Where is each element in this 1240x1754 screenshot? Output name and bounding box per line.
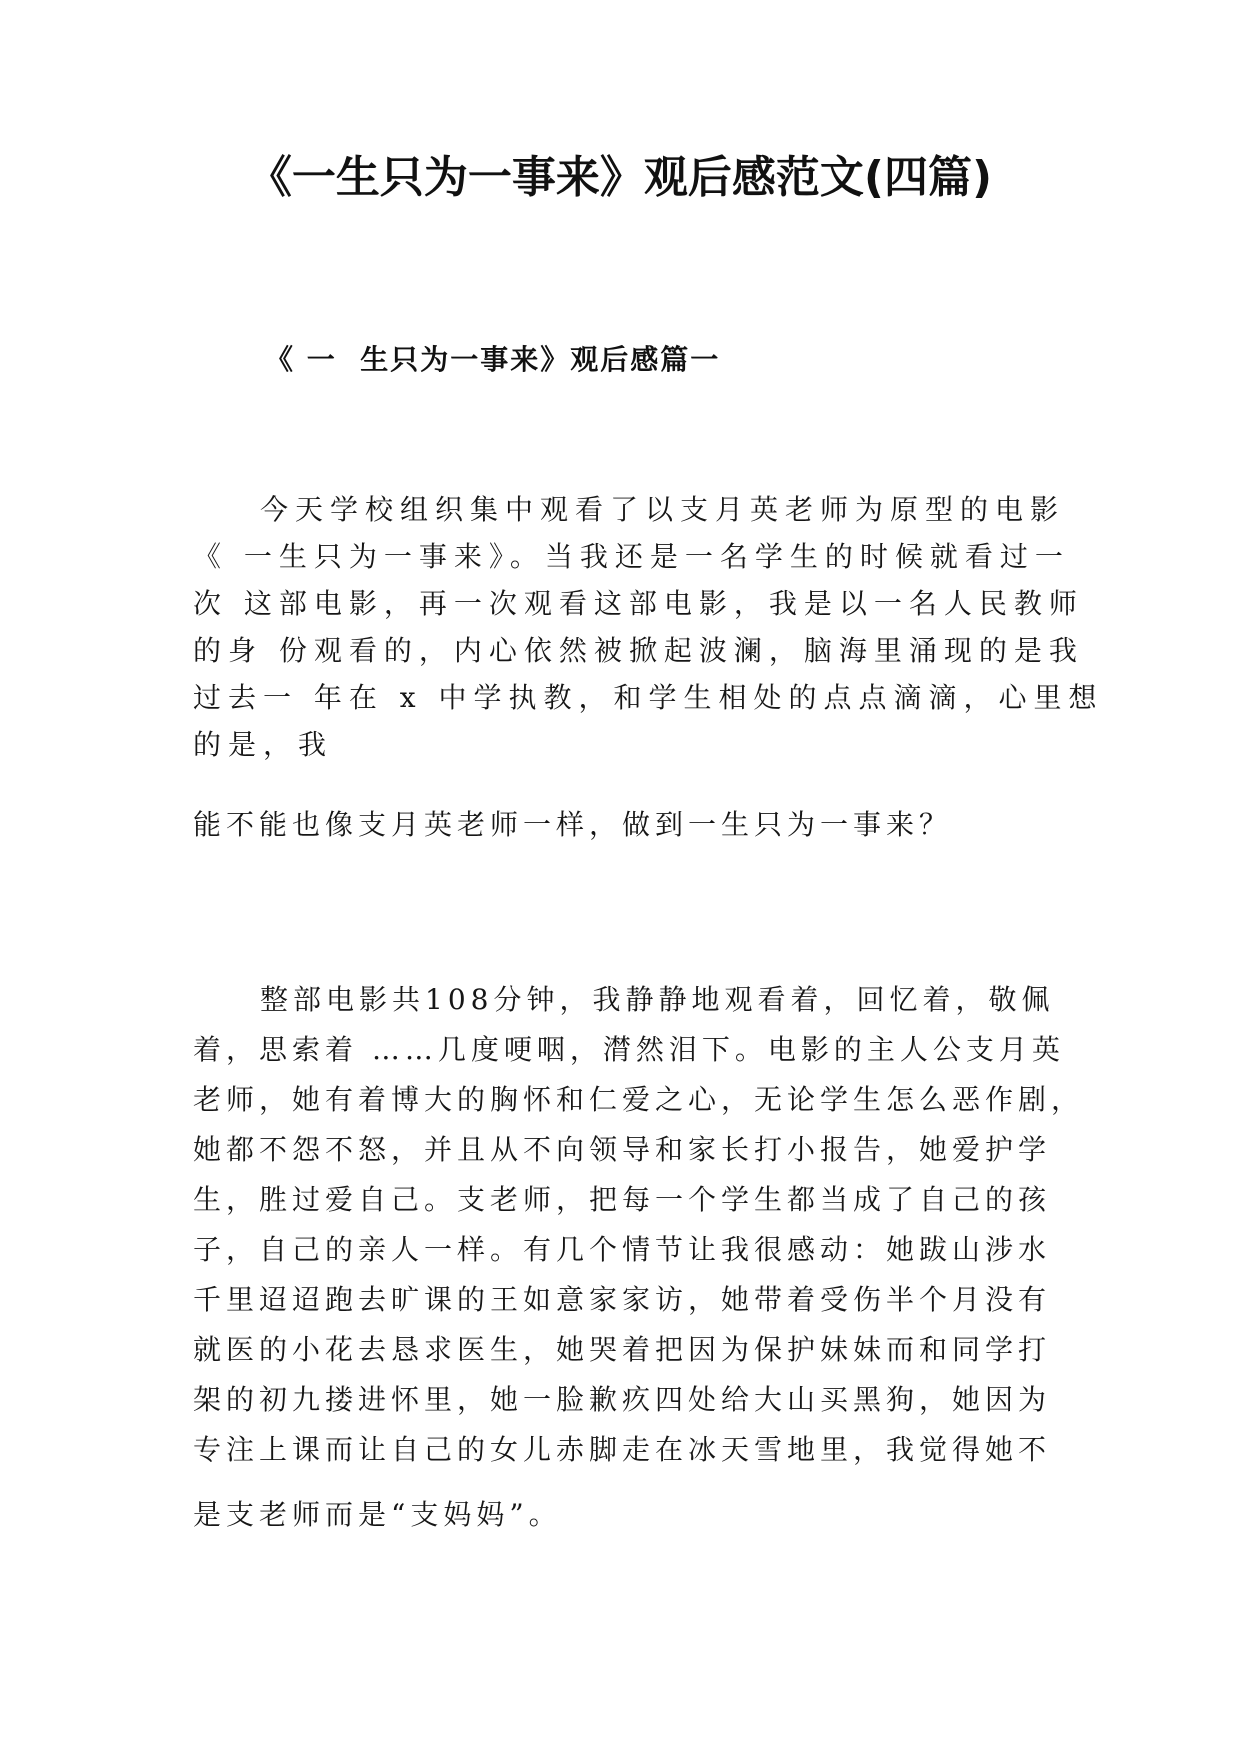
paragraph-2-line-2: 着，思索着 ……几度哽咽，潸然泪下。电影的主人公支月英 (193, 1033, 1065, 1066)
document-title: 《一生只为一事来》观后感范文(四篇) (247, 152, 993, 203)
paragraph-2-line-8: 就医的小花去恳求医生，她哭着把因为保护妹妹而和同学打 (193, 1333, 1052, 1366)
paragraph-2-line-9: 架的初九搂进怀里，她一脸歉疚四处给大山买黑狗，她因为 (193, 1383, 1052, 1416)
paragraph-1-line-3: 次 这部电影，再一次观看这部电影，我是以一名人民教师 (193, 587, 1084, 620)
paragraph-2-line-10: 专注上课而让自己的女儿赤脚走在冰天雪地里，我觉得她不 (193, 1433, 1052, 1466)
paragraph-1-line-1: 今天学校组织集中观看了以支月英老师为原型的电影 (260, 493, 1066, 526)
paragraph-1-line-5: 过去一 年在 x 中学执教，和学生相处的点点滴滴，心里想 (193, 681, 1104, 714)
section-heading: 《 一 生只为一事来》观后感篇一 (265, 343, 721, 376)
paragraph-2-line-11: 是支老师而是“支妈妈”。 (193, 1498, 562, 1531)
paragraph-1-line-2: 《 一生只为一事来》。当我还是一名学生的时候就看过一 (193, 540, 1070, 573)
paragraph-1-continuation: 能不能也像支月英老师一样，做到一生只为一事来？ (193, 808, 953, 841)
paragraph-2-line-1: 整部电影共108分钟，我静静地观看着，回忆着，敬佩 (260, 983, 1055, 1016)
paragraph-2-line-4: 她都不怨不怒，并且从不向领导和家长打小报告，她爱护学 (193, 1133, 1052, 1166)
paragraph-2-line-5: 生，胜过爱自己。支老师，把每一个学生都当成了自己的孩 (193, 1183, 1052, 1216)
paragraph-1-line-4: 的身 份观看的，内心依然被掀起波澜，脑海里涌现的是我 (193, 634, 1084, 667)
paragraph-1-line-6: 的是，我 (193, 728, 334, 761)
paragraph-2-line-3: 老师，她有着博大的胸怀和仁爱之心，无论学生怎么恶作剧， (193, 1083, 1085, 1116)
paragraph-2-line-7: 千里迢迢跑去旷课的王如意家家访，她带着受伤半个月没有 (193, 1283, 1052, 1316)
paragraph-2-line-6: 子，自己的亲人一样。有几个情节让我很感动：她跋山涉水 (193, 1233, 1052, 1266)
